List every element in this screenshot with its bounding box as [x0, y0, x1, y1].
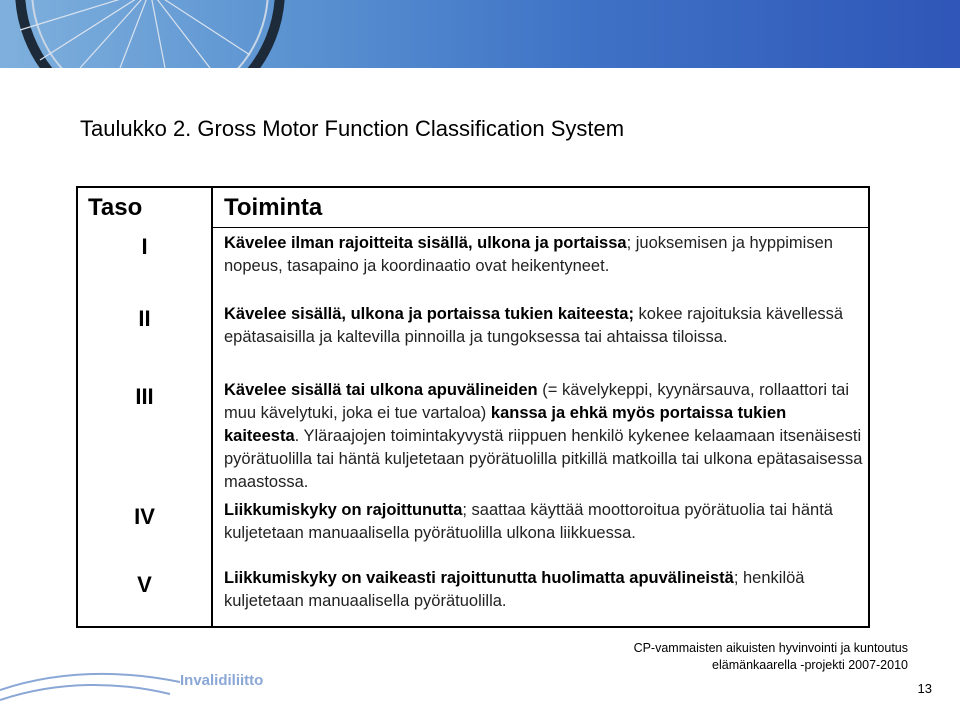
- level-label: IV: [134, 504, 155, 529]
- level-label: II: [138, 306, 151, 331]
- emphasis-text: Kävelee sisällä, ulkona ja portaissa tukien kaiteesta;: [224, 305, 634, 323]
- level-description: [224, 232, 864, 278]
- level-label: V: [137, 572, 152, 597]
- slide-title: Taulukko 2. Gross Motor Function Classification System: [80, 116, 625, 141]
- body-text: . Yläraajojen toimintakyvystä riippuen henkilö kykenee kelaamaan itsenäisesti pyörätuolilla tai häntä kuljetetaan pyörätuolilla pitkillä matkoilla tai ulkona epätasaisessa maastossa.: [224, 427, 863, 491]
- emphasis-text: Liikkumiskyky on rajoittunutta: [224, 501, 463, 519]
- header-divider: [213, 227, 868, 228]
- level-description: [224, 379, 864, 494]
- level-description: [224, 567, 864, 613]
- emphasis-text: kanssa ja ehkä myös portaissa tukien kaiteesta: [224, 404, 787, 445]
- wheel-graphic: [0, 0, 960, 68]
- brand-logo-text: Invalidiliitto: [180, 672, 264, 689]
- level-description: [224, 499, 864, 545]
- column-divider: [211, 188, 213, 626]
- body-text: kokee rajoituksia kävellessä epätasaisilla ja kaltevilla pinnoilla ja tungoksessa tai ahtaissa tiloissa.: [224, 305, 844, 346]
- body-text: (= kävelykeppi, kyynärsauva, rollaattori tai muu kävelytuki, joka ei tue vartaloa): [224, 381, 849, 422]
- project-info: [634, 640, 908, 674]
- level-description: [224, 303, 864, 349]
- page-number: 13: [917, 681, 932, 696]
- gmfcs-table: [76, 186, 870, 628]
- level-label: III: [135, 384, 154, 409]
- project-line-1: CP-vammaisten aikuisten hyvinvointi ja kuntoutus: [633, 641, 908, 655]
- header-level: Taso: [88, 194, 143, 221]
- emphasis-text: Kävelee sisällä tai ulkona apuvälineiden: [224, 381, 538, 399]
- header-action: Toiminta: [224, 194, 323, 221]
- project-line-2: elämänkaarella -projekti 2007-2010: [712, 658, 908, 672]
- body-text: ; henkilöä kuljetetaan manuaalisella pyörätuolilla.: [224, 569, 805, 610]
- header-banner: [0, 0, 960, 68]
- level-label: I: [141, 234, 148, 259]
- emphasis-text: Liikkumiskyky on vaikeasti rajoittunutta huolimatta apuvälineistä: [224, 569, 734, 587]
- body-text: ; juoksemisen ja hyppimisen nopeus, tasapaino ja koordinaatio ovat heikentyneet.: [224, 234, 833, 275]
- body-text: ; saattaa käyttää moottoroitua pyörätuolia tai häntä kuljetetaan manuaalisella pyörätuolilla ulkona liikkuessa.: [224, 501, 833, 542]
- emphasis-text: Kävelee ilman rajoitteita sisällä, ulkona ja portaissa: [224, 234, 627, 252]
